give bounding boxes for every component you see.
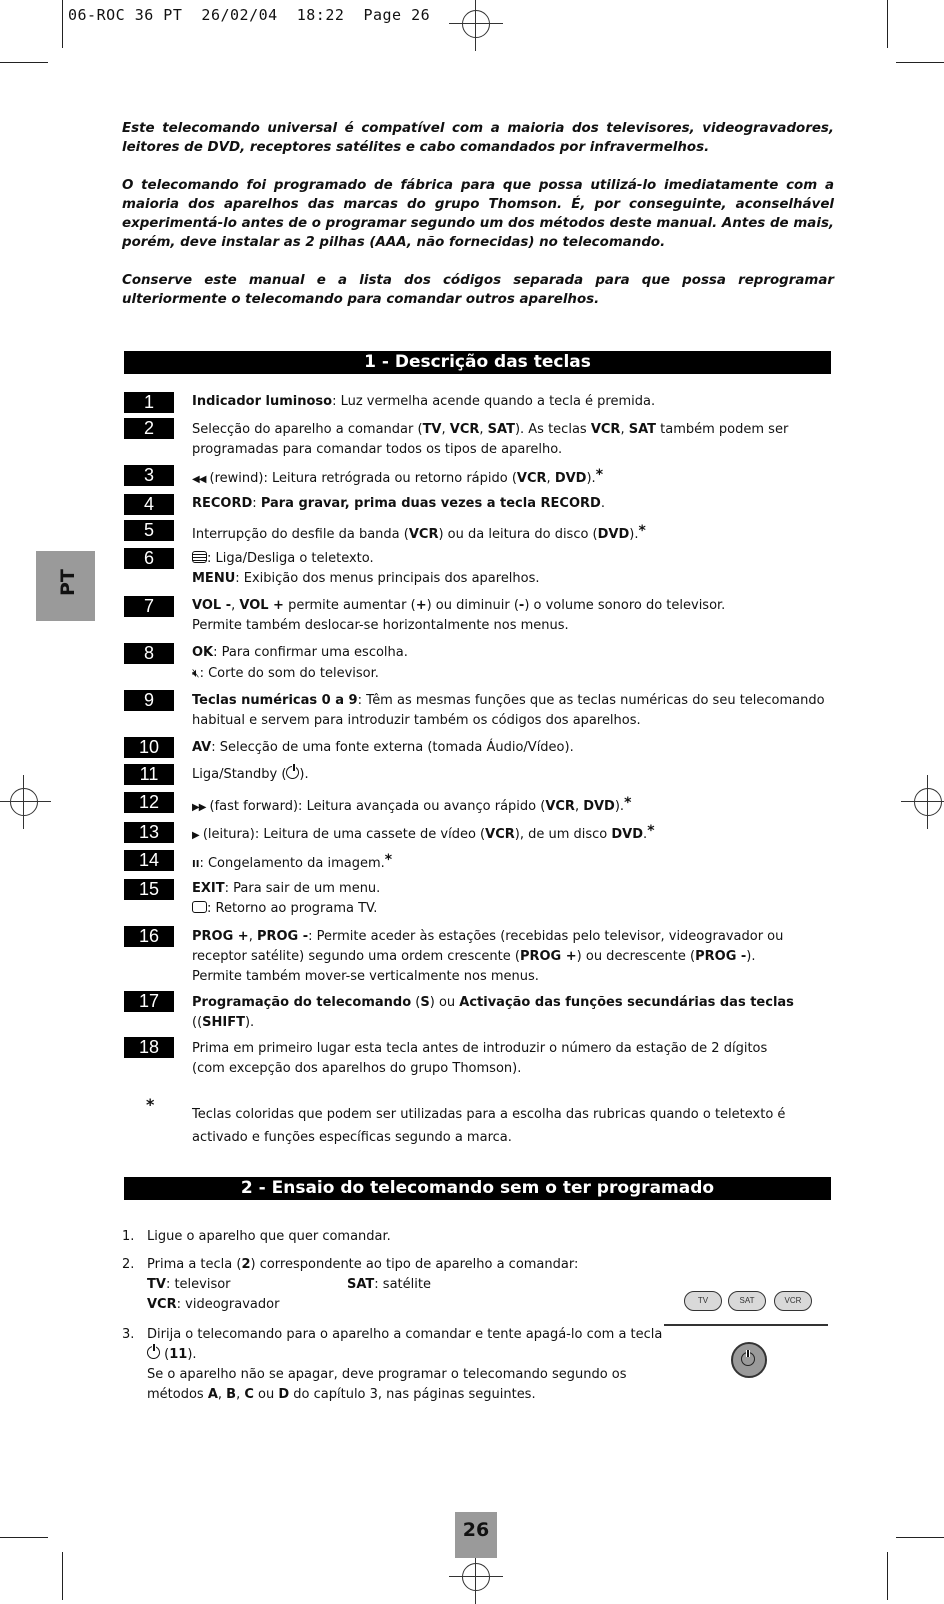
key-number: 17 bbox=[124, 991, 174, 1012]
language-tab: PT bbox=[36, 551, 95, 621]
key-description: Selecção do aparelho a comandar (TV, VCR, SAT). As teclas VCR, SAT também podem ser programadas para comandar todos os tipos de aparelho. bbox=[192, 422, 789, 457]
key-number: 16 bbox=[124, 926, 174, 947]
crop-mark bbox=[0, 1537, 48, 1538]
intro-paragraph: O telecomando foi programado de fábrica para que possa utilizá-lo imediatamente com a maioria dos aparelhos das marcas do grupo Thomson. É, por conseguinte, aconselhável experimentá-lo antes de o programar segundo um dos métodos deste manual. Antes de mais, porém, deve instalar as 2 pilhas (AAA, não fornecidas) no telecomando. bbox=[122, 178, 834, 250]
key-description: RECORD: Para gravar, prima duas vezes a tecla RECORD. bbox=[192, 496, 605, 511]
key-description: OK: Para confirmar uma escolha. 🔇︎: Corte do som do televisor. bbox=[192, 645, 408, 681]
mute-icon: 🔇︎ bbox=[192, 666, 200, 680]
intro-paragraph: Conserve este manual e a lista dos códigos separada para que possa reprogramar ulteriormente o telecomando para comandar outros aparelhos. bbox=[122, 273, 834, 307]
key-number: 2 bbox=[124, 418, 174, 439]
remote-vcr-button: VCR bbox=[774, 1291, 812, 1311]
key-number: 5 bbox=[124, 520, 174, 541]
key-description: Programação do telecomando (S) ou Activação das funções secundárias das teclas ((SHIFT). bbox=[192, 995, 794, 1030]
registration-mark bbox=[462, 1563, 490, 1591]
crop-mark bbox=[896, 1537, 944, 1538]
teletext-icon bbox=[192, 551, 207, 563]
key-description: VOL -, VOL + permite aumentar (+) ou diminuir (-) o volume sonoro do televisor. Permite também deslocar-se horizontalmente nos menus. bbox=[192, 598, 726, 633]
intro-text bbox=[122, 119, 834, 328]
section-title: 2 - Ensaio do telecomando sem o ter programado bbox=[124, 1177, 831, 1200]
key-number: 9 bbox=[124, 690, 174, 711]
key-description: Interrupção do desfile da banda (VCR) ou da leitura do disco (DVD).* bbox=[192, 523, 646, 542]
key-description: II: Congelamento da imagem.* bbox=[192, 850, 842, 875]
key-description: Indicador luminoso: Luz vermelha acende quando a tecla é premida. bbox=[192, 394, 656, 409]
key-number: 18 bbox=[124, 1037, 174, 1058]
footnote-text: Teclas coloridas que podem ser utilizadas para a escolha das rubricas quando o teletexto é activado e funções específicas segundo a marca. bbox=[192, 1107, 786, 1145]
crop-mark bbox=[896, 62, 944, 63]
key-number: 12 bbox=[124, 792, 174, 813]
tv-return-icon bbox=[192, 901, 207, 913]
key-number: 11 bbox=[124, 764, 174, 785]
key-number: 4 bbox=[124, 494, 174, 515]
power-icon bbox=[286, 766, 299, 779]
remote-tv-button: TV bbox=[684, 1291, 722, 1311]
crop-mark bbox=[887, 1552, 888, 1600]
key-number: 15 bbox=[124, 879, 174, 900]
play-icon: ▶ bbox=[192, 830, 199, 841]
key-description: ◀◀ (rewind): Leitura retrógrada ou retorno rápido (VCR, DVD).* bbox=[192, 465, 842, 490]
key-description: Liga/Standby ( ). bbox=[192, 767, 309, 782]
key-description: ▶ (leitura): Leitura de uma cassete de vídeo (VCR), de um disco DVD.* bbox=[192, 821, 842, 846]
key-description: AV: Selecção de uma fonte externa (tomada Áudio/Vídeo). bbox=[192, 740, 574, 755]
key-description: Prima em primeiro lugar esta tecla antes de introduzir o número da estação de 2 dígitos (com excepção dos aparelhos do grupo Thomson). bbox=[192, 1041, 768, 1076]
power-icon bbox=[741, 1352, 755, 1366]
key-description: EXIT: Para sair de um menu. : Retorno ao programa TV. bbox=[192, 881, 381, 916]
registration-mark bbox=[462, 10, 490, 38]
key-number: 7 bbox=[124, 596, 174, 617]
key-number: 1 bbox=[124, 392, 174, 413]
section-title: 1 - Descrição das teclas bbox=[124, 351, 831, 374]
key-description: Teclas numéricas 0 a 9: Têm as mesmas funções que as teclas numéricas do seu telecomando habitual e servem para introduzir também os códigos dos aparelhos. bbox=[192, 693, 825, 728]
registration-mark bbox=[10, 788, 38, 816]
fast-forward-icon: ▶▶ bbox=[192, 802, 206, 813]
registration-mark bbox=[914, 788, 942, 816]
key-description: PROG +, PROG -: Permite aceder às estações (recebidas pelo televisor, videogravador ou receptor satélite) segundo uma ordem crescente (PROG +) ou decrescente (PROG -). Permite também mover-se verticalmente nos menus. bbox=[192, 929, 784, 984]
key-number: 14 bbox=[124, 850, 174, 871]
remote-sat-button: SAT bbox=[728, 1291, 766, 1311]
power-icon bbox=[147, 1346, 160, 1359]
key-description: ▶▶ (fast forward): Leitura avançada ou avanço rápido (VCR, DVD).* bbox=[192, 793, 842, 818]
intro-paragraph: Este telecomando universal é compatível com a maioria dos televisores, videogravadores, leitores de DVD, receptores satélites e cabo comandados por infravermelhos. bbox=[122, 121, 834, 155]
footnote-marker: * bbox=[146, 1095, 155, 1114]
page-number: 26 bbox=[455, 1512, 497, 1558]
key-number: 13 bbox=[124, 822, 174, 843]
key-number: 6 bbox=[124, 548, 174, 569]
remote-power-button bbox=[731, 1342, 767, 1378]
rewind-icon: ◀◀ bbox=[192, 474, 206, 485]
key-number: 3 bbox=[124, 465, 174, 486]
divider bbox=[664, 1324, 828, 1326]
crop-mark bbox=[887, 0, 888, 48]
crop-mark bbox=[0, 62, 48, 63]
crop-mark bbox=[62, 1552, 63, 1600]
key-number: 10 bbox=[124, 737, 174, 758]
crop-mark bbox=[62, 0, 63, 48]
print-slug: 06-ROC 36 PT 26/02/04 18:22 Page 26 bbox=[68, 6, 431, 24]
key-number: 8 bbox=[124, 643, 174, 664]
pause-icon: II bbox=[192, 859, 200, 870]
key-description: : Liga/Desliga o teletexto. MENU: Exibição dos menus principais dos aparelhos. bbox=[192, 551, 540, 586]
